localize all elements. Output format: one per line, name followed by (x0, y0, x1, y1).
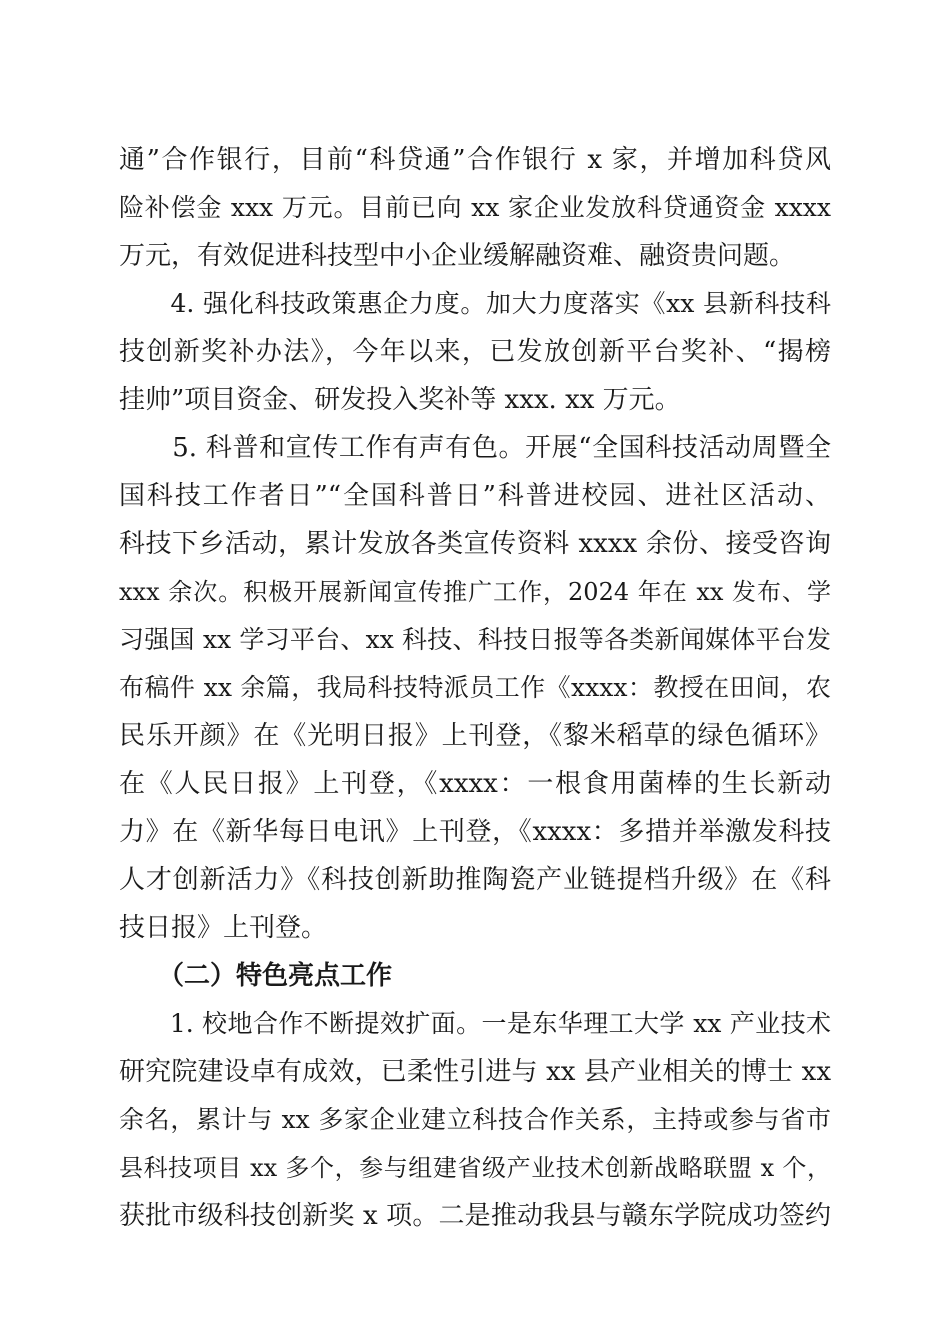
body-text-line: 研究院建设卓有成效，已柔性引进与 xx 县产业相关的博士 xx (119, 1057, 831, 1087)
body-text-line: 科技下乡活动，累计发放各类宣传资料 xxxx 余份、接受咨询 (119, 529, 831, 559)
body-text-line: 1. 校地合作不断提效扩面。一是东华理工大学 xx 产业技术 (119, 1009, 831, 1038)
body-text-line: 人才创新活力》《科技创新助推陶瓷产业链提档升级》在《科 (119, 865, 831, 895)
body-text-line: 布稿件 xx 余篇，我局科技特派员工作《xxxx：教授在田间，农 (119, 673, 831, 702)
body-text-line: 5. 科普和宣传工作有声有色。开展“全国科技活动周暨全 (119, 433, 831, 463)
body-text-line: 险补偿金 xxx 万元。目前已向 xx 家企业发放科贷通资金 xxxx (119, 193, 831, 222)
body-text-line: 力》在《新华每日电讯》上刊登，《xxxx：多措并举激发科技 (119, 817, 831, 847)
body-text-line: 技日报》上刊登。 (119, 913, 328, 943)
body-text-line: xxx 余次。积极开展新闻宣传推广工作，2024 年在 xx 发布、学 (119, 578, 831, 606)
body-text-line: 在《人民日报》上刊登，《xxxx：一根食用菌棒的生长新动 (119, 769, 831, 799)
body-text-line: 习强国 xx 学习平台、xx 科技、科技日报等各类新闻媒体平台发 (119, 625, 831, 654)
body-text-line: 县科技项目 xx 多个，参与组建省级产业技术创新战略联盟 x 个， (119, 1154, 831, 1182)
body-text-line: 挂帅”项目资金、研发投入奖补等 xxx. xx 万元。 (119, 385, 681, 415)
body-text-line: 余名，累计与 xx 多家企业建立科技合作关系，主持或参与省市 (119, 1105, 831, 1134)
section-heading: （二）特色亮点工作 (119, 961, 393, 991)
body-text-line: 技创新奖补办法》，今年以来，已发放创新平台奖补、“揭榜 (119, 337, 831, 367)
body-text-line: 通”合作银行，目前“科贷通”合作银行 x 家，并增加科贷风 (119, 145, 831, 175)
body-text-line: 民乐开颜》在《光明日报》上刊登，《黎米稻草的绿色循环》 (119, 721, 831, 751)
body-text-line: 4. 强化科技政策惠企力度。加大力度落实《xx 县新科技科 (119, 289, 831, 318)
body-text-line: 万元，有效促进科技型中小企业缓解融资难、融资贵问题。 (119, 241, 796, 271)
body-text-line: 获批市级科技创新奖 x 项。二是推动我县与赣东学院成功签约 (119, 1201, 831, 1231)
body-text-line: 国科技工作者日”“全国科普日”科普进校园、进社区活动、 (119, 481, 831, 511)
